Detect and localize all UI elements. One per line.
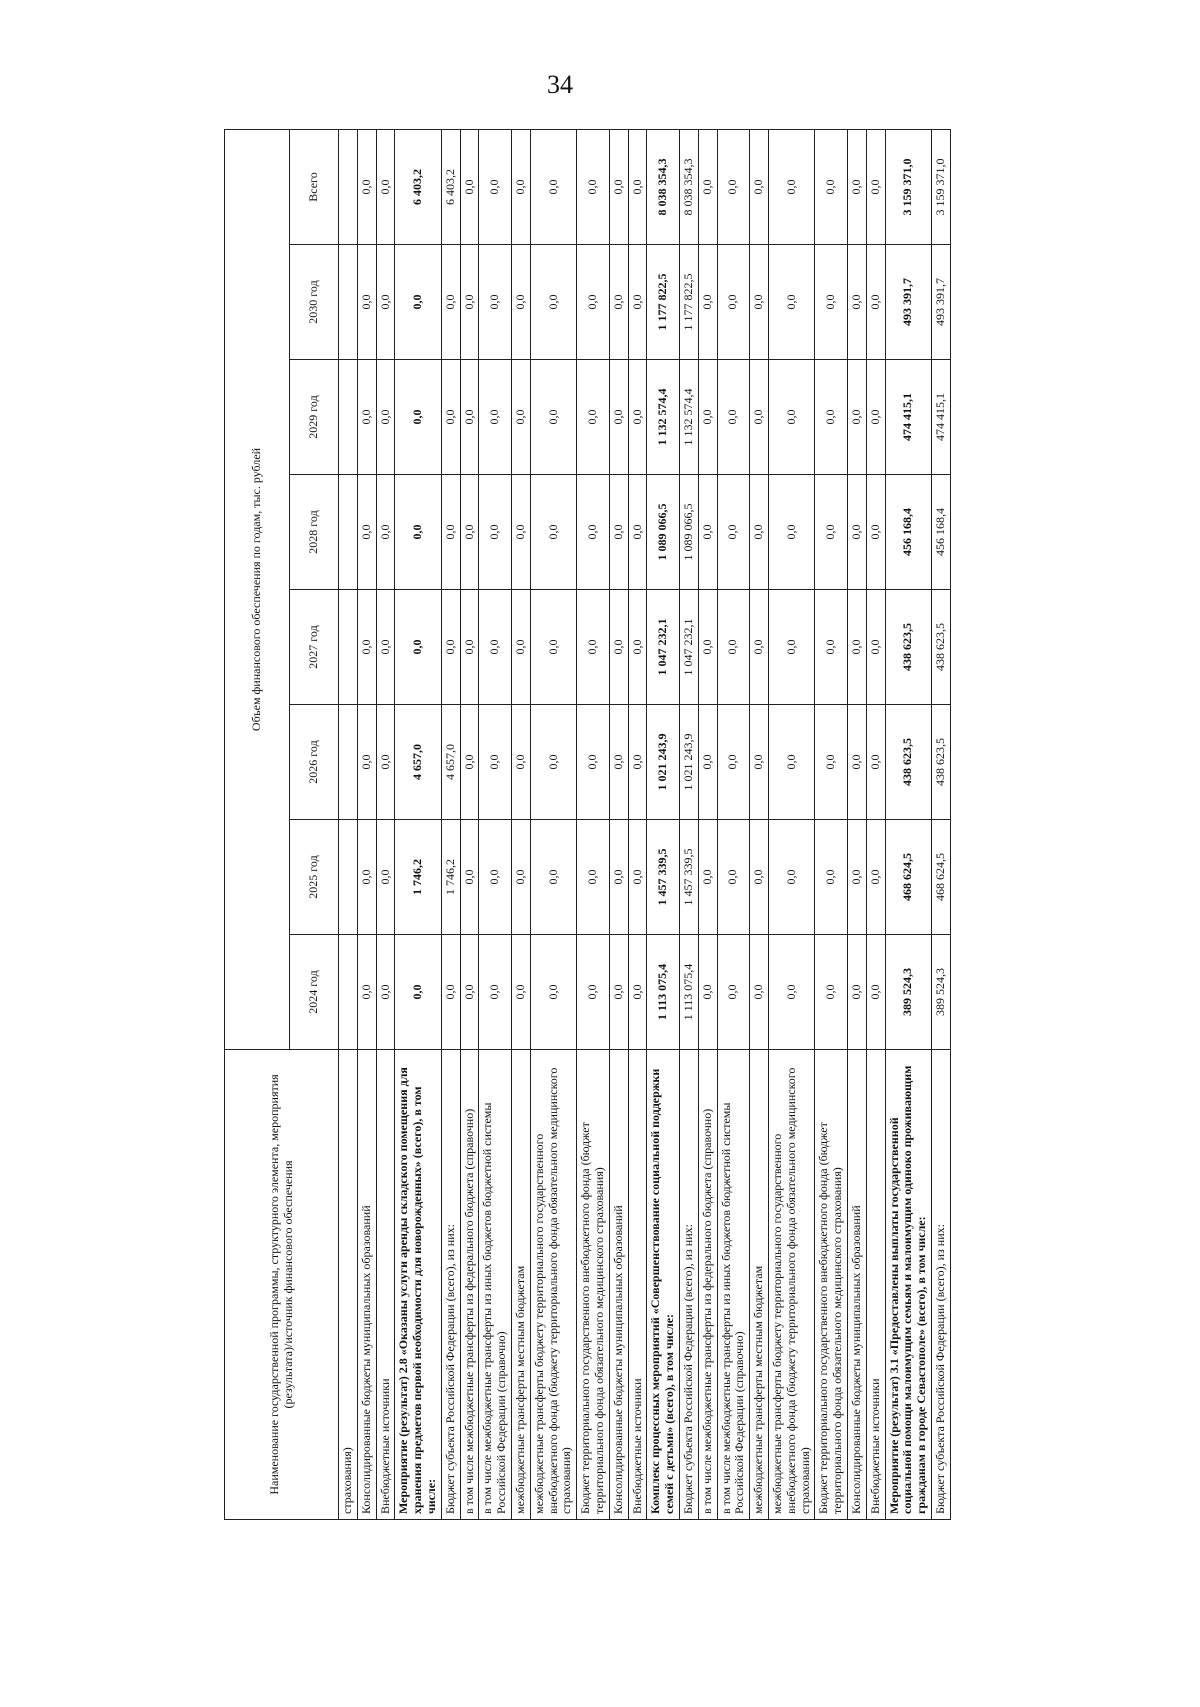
value-cell: 0,0	[750, 590, 769, 705]
table-row	[698, 129, 717, 1519]
value-cell: 0,0	[357, 129, 376, 244]
value-cell: 0,0	[866, 705, 885, 820]
value-cell: 0,0	[847, 245, 866, 360]
value-cell: 0,0	[628, 245, 647, 360]
page-number: 34	[547, 70, 573, 99]
value-cell: 1 457 339,5	[679, 820, 698, 935]
value-cell: 468 624,5	[885, 820, 931, 935]
value-cell: 0,0	[815, 820, 848, 935]
table-row	[647, 129, 680, 1519]
value-cell: 0,0	[698, 935, 717, 1050]
value-cell: 0,0	[815, 360, 848, 475]
value-cell: 0,0	[479, 935, 512, 1050]
value-cell: 0,0	[768, 475, 814, 590]
financing-table	[224, 129, 951, 1520]
value-cell: 0,0	[628, 705, 647, 820]
value-cell: 0,0	[479, 475, 512, 590]
year-header: 2027 год	[290, 590, 339, 705]
value-cell: 1 089 066,5	[647, 475, 680, 590]
value-cell: 0,0	[479, 590, 512, 705]
value-cell	[339, 129, 358, 244]
value-cell: 0,0	[750, 705, 769, 820]
value-cell: 474 415,1	[885, 360, 931, 475]
value-cell: 0,0	[441, 360, 460, 475]
value-cell: 0,0	[357, 360, 376, 475]
value-cell: 0,0	[511, 245, 530, 360]
value-cell	[339, 935, 358, 1050]
value-cell: 0,0	[698, 705, 717, 820]
value-cell: 0,0	[717, 820, 750, 935]
value-cell: 0,0	[357, 820, 376, 935]
value-cell: 0,0	[395, 245, 441, 360]
rotated-table-container	[224, 130, 1094, 1520]
value-cell: 0,0	[866, 129, 885, 244]
value-cell: 0,0	[866, 360, 885, 475]
row-label: Бюджет субъекта Российской Федерации (всего), из них:	[931, 1050, 950, 1520]
value-cell: 0,0	[376, 360, 395, 475]
value-cell	[339, 360, 358, 475]
value-cell: 0,0	[847, 705, 866, 820]
value-cell: 438 623,5	[931, 590, 950, 705]
value-cell: 0,0	[628, 820, 647, 935]
value-cell: 0,0	[815, 475, 848, 590]
value-cell: 0,0	[717, 935, 750, 1050]
value-cell: 0,0	[530, 705, 576, 820]
value-cell: 0,0	[376, 475, 395, 590]
value-cell: 0,0	[530, 475, 576, 590]
value-cell: 0,0	[479, 245, 512, 360]
row-label: Бюджет территориального государственного внебюджетного фонда (бюджет территориального фонда обязательного медицинского страхования)	[815, 1050, 848, 1520]
table-row	[530, 129, 576, 1519]
value-cell	[339, 705, 358, 820]
row-label: Мероприятие (результат) 3.1 «Предоставлены выплаты государственной социальной помощи малоимущим семьям и малоимущим одиноко проживающим гражданам в городе Севастополе» (всего), в том числе:	[885, 1050, 931, 1520]
value-cell: 0,0	[698, 360, 717, 475]
row-label: межбюджетные трансферты бюджету территориального государственного внебюджетного фонда (бюджету территориального фонда обязательного медицинского страхования)	[768, 1050, 814, 1520]
value-cell: 0,0	[376, 935, 395, 1050]
value-cell: 0,0	[577, 705, 610, 820]
value-cell: 0,0	[768, 245, 814, 360]
value-cell: 0,0	[395, 935, 441, 1050]
value-cell: 0,0	[511, 820, 530, 935]
value-cell: 0,0	[511, 935, 530, 1050]
value-cell: 0,0	[866, 245, 885, 360]
value-cell: 0,0	[717, 129, 750, 244]
year-header: 2024 год	[290, 935, 339, 1050]
financing-group-header: Объем финансового обеспечения по годам, тыс. рублей	[225, 129, 290, 1049]
value-cell: 0,0	[577, 360, 610, 475]
row-label: страхования)	[339, 1050, 358, 1520]
value-cell: 0,0	[609, 820, 628, 935]
value-cell: 0,0	[577, 590, 610, 705]
value-cell: 0,0	[530, 820, 576, 935]
value-cell: 0,0	[847, 475, 866, 590]
value-cell: 6 403,2	[395, 129, 441, 244]
value-cell: 0,0	[460, 590, 479, 705]
value-cell: 0,0	[530, 245, 576, 360]
value-cell: 389 524,3	[931, 935, 950, 1050]
table-row	[768, 129, 814, 1519]
value-cell: 0,0	[395, 360, 441, 475]
table-row	[750, 129, 769, 1519]
value-cell: 0,0	[847, 129, 866, 244]
table-row	[866, 129, 885, 1519]
value-cell: 0,0	[768, 935, 814, 1050]
value-cell: 0,0	[441, 475, 460, 590]
value-cell: 0,0	[609, 590, 628, 705]
value-cell: 1 177 822,5	[679, 245, 698, 360]
row-label: Консолидированные бюджеты муниципальных образований	[847, 1050, 866, 1520]
value-cell: 0,0	[511, 360, 530, 475]
value-cell: 0,0	[628, 360, 647, 475]
value-cell: 0,0	[628, 129, 647, 244]
row-label: Бюджет территориального государственного внебюджетного фонда (бюджет территориального фонда обязательного медицинского страхования)	[577, 1050, 610, 1520]
value-cell: 1 113 075,4	[679, 935, 698, 1050]
value-cell: 0,0	[460, 360, 479, 475]
value-cell: 0,0	[750, 360, 769, 475]
row-label: межбюджетные трансферты местным бюджетам	[511, 1050, 530, 1520]
value-cell: 438 623,5	[931, 705, 950, 820]
value-cell: 1 746,2	[395, 820, 441, 935]
value-cell: 474 415,1	[931, 360, 950, 475]
value-cell: 0,0	[847, 360, 866, 475]
row-label: в том числе межбюджетные трансферты из иных бюджетов бюджетной системы Российской Федерации (справочно)	[717, 1050, 750, 1520]
value-cell: 0,0	[530, 590, 576, 705]
value-cell: 389 524,3	[885, 935, 931, 1050]
table-row	[479, 129, 512, 1519]
value-cell: 0,0	[768, 590, 814, 705]
value-cell: 0,0	[866, 475, 885, 590]
value-cell: 456 168,4	[885, 475, 931, 590]
value-cell: 0,0	[815, 245, 848, 360]
value-cell: 8 038 354,3	[679, 129, 698, 244]
value-cell: 0,0	[717, 475, 750, 590]
row-label: Бюджет субъекта Российской Федерации (всего), из них:	[679, 1050, 698, 1520]
value-cell: 0,0	[441, 245, 460, 360]
table-body	[339, 129, 951, 1519]
value-cell: 438 623,5	[885, 705, 931, 820]
value-cell: 4 657,0	[395, 705, 441, 820]
value-cell: 0,0	[750, 129, 769, 244]
value-cell: 1 113 075,4	[647, 935, 680, 1050]
value-cell: 0,0	[577, 129, 610, 244]
value-cell: 0,0	[866, 820, 885, 935]
value-cell: 0,0	[460, 820, 479, 935]
value-cell: 1 047 232,1	[647, 590, 680, 705]
value-cell: 0,0	[511, 705, 530, 820]
value-cell: 0,0	[698, 590, 717, 705]
row-label: межбюджетные трансферты местным бюджетам	[750, 1050, 769, 1520]
value-cell: 0,0	[376, 245, 395, 360]
value-cell: 0,0	[847, 590, 866, 705]
value-cell: 1 132 574,4	[679, 360, 698, 475]
value-cell: 0,0	[609, 705, 628, 820]
year-header: 2028 год	[290, 475, 339, 590]
value-cell: 0,0	[717, 705, 750, 820]
value-cell: 0,0	[479, 129, 512, 244]
value-cell: 1 746,2	[441, 820, 460, 935]
value-cell: 0,0	[376, 705, 395, 820]
value-cell: 0,0	[609, 935, 628, 1050]
value-cell: 438 623,5	[885, 590, 931, 705]
table-row	[628, 129, 647, 1519]
value-cell: 1 089 066,5	[679, 475, 698, 590]
value-cell: 0,0	[847, 820, 866, 935]
value-cell: 0,0	[441, 590, 460, 705]
value-cell: 0,0	[698, 245, 717, 360]
value-cell: 0,0	[479, 820, 512, 935]
value-cell: 0,0	[357, 245, 376, 360]
value-cell: 0,0	[628, 590, 647, 705]
table-row	[847, 129, 866, 1519]
table-row	[815, 129, 848, 1519]
row-label: в том числе межбюджетные трансферты из иных бюджетов бюджетной системы Российской Федерации (справочно)	[479, 1050, 512, 1520]
table-row	[357, 129, 376, 1519]
value-cell: 0,0	[609, 360, 628, 475]
value-cell: 0,0	[698, 129, 717, 244]
value-cell: 1 457 339,5	[647, 820, 680, 935]
value-cell	[339, 820, 358, 935]
value-cell	[339, 245, 358, 360]
table-row	[376, 129, 395, 1519]
value-cell: 0,0	[357, 935, 376, 1050]
table-row	[395, 129, 441, 1519]
table-row	[679, 129, 698, 1519]
value-cell: 0,0	[815, 935, 848, 1050]
value-cell: 0,0	[609, 245, 628, 360]
value-cell: 0,0	[717, 590, 750, 705]
table-row	[339, 129, 358, 1519]
year-header: 2025 год	[290, 820, 339, 935]
table-row	[441, 129, 460, 1519]
value-cell: 0,0	[460, 475, 479, 590]
value-cell: 0,0	[768, 820, 814, 935]
value-cell: 0,0	[717, 245, 750, 360]
value-cell: 0,0	[577, 245, 610, 360]
value-cell: 0,0	[357, 475, 376, 590]
value-cell: 0,0	[357, 590, 376, 705]
value-cell: 0,0	[698, 820, 717, 935]
value-cell: 0,0	[628, 935, 647, 1050]
value-cell: 0,0	[395, 590, 441, 705]
value-cell: 0,0	[750, 935, 769, 1050]
table-row	[931, 129, 950, 1519]
row-label: Внебюджетные источники	[628, 1050, 647, 1520]
value-cell: 3 159 371,0	[931, 129, 950, 244]
year-header: 2030 год	[290, 245, 339, 360]
row-label: Консолидированные бюджеты муниципальных образований	[357, 1050, 376, 1520]
year-header: 2029 год	[290, 360, 339, 475]
value-cell: 0,0	[479, 360, 512, 475]
value-cell: 0,0	[577, 820, 610, 935]
value-cell: 0,0	[395, 475, 441, 590]
value-cell: 1 132 574,4	[647, 360, 680, 475]
value-cell: 0,0	[609, 129, 628, 244]
value-cell: 0,0	[460, 129, 479, 244]
value-cell: 493 391,7	[885, 245, 931, 360]
value-cell: 3 159 371,0	[885, 129, 931, 244]
value-cell: 1 047 232,1	[679, 590, 698, 705]
name-column-header: Наименование государственной программы, структурного элемента, мероприятия (результата)/источник финансового обеспечения	[225, 1050, 339, 1520]
value-cell: 4 657,0	[441, 705, 460, 820]
value-cell: 0,0	[768, 360, 814, 475]
table-row	[460, 129, 479, 1519]
value-cell: 0,0	[441, 935, 460, 1050]
value-cell: 493 391,7	[931, 245, 950, 360]
value-cell: 0,0	[511, 129, 530, 244]
table-row	[511, 129, 530, 1519]
table-row	[609, 129, 628, 1519]
table-row	[717, 129, 750, 1519]
value-cell: 0,0	[376, 129, 395, 244]
value-cell: 0,0	[357, 705, 376, 820]
value-cell: 0,0	[530, 935, 576, 1050]
row-label: Бюджет субъекта Российской Федерации (всего), из них:	[441, 1050, 460, 1520]
value-cell: 0,0	[717, 360, 750, 475]
row-label: Консолидированные бюджеты муниципальных образований	[609, 1050, 628, 1520]
value-cell: 8 038 354,3	[647, 129, 680, 244]
value-cell: 0,0	[815, 705, 848, 820]
value-cell: 1 177 822,5	[647, 245, 680, 360]
value-cell: 0,0	[460, 245, 479, 360]
value-cell: 1 021 243,9	[679, 705, 698, 820]
value-cell: 0,0	[750, 475, 769, 590]
row-label: в том числе межбюджетные трансферты из федерального бюджета (справочно)	[460, 1050, 479, 1520]
row-label: Внебюджетные источники	[866, 1050, 885, 1520]
value-cell: 0,0	[750, 820, 769, 935]
value-cell: 0,0	[479, 705, 512, 820]
value-cell: 0,0	[815, 590, 848, 705]
value-cell: 0,0	[628, 475, 647, 590]
value-cell: 0,0	[511, 590, 530, 705]
value-cell: 0,0	[530, 360, 576, 475]
value-cell	[339, 475, 358, 590]
value-cell: 0,0	[460, 935, 479, 1050]
value-cell: 0,0	[577, 935, 610, 1050]
value-cell	[339, 590, 358, 705]
row-label: межбюджетные трансферты бюджету территориального государственного внебюджетного фонда (бюджету территориального фонда обязательного медицинского страхования)	[530, 1050, 576, 1520]
value-cell: 0,0	[609, 475, 628, 590]
year-header: 2026 год	[290, 705, 339, 820]
value-cell: 0,0	[847, 935, 866, 1050]
value-cell: 468 624,5	[931, 820, 950, 935]
value-cell: 0,0	[750, 245, 769, 360]
value-cell: 0,0	[698, 475, 717, 590]
value-cell: 0,0	[376, 820, 395, 935]
value-cell: 1 021 243,9	[647, 705, 680, 820]
table-row	[577, 129, 610, 1519]
row-label: Внебюджетные источники	[376, 1050, 395, 1520]
value-cell: 0,0	[815, 129, 848, 244]
row-label: Комплекс процессных мероприятий «Совершенствование социальной поддержки семей с детьми» (всего), в том числе:	[647, 1050, 680, 1520]
table-row	[885, 129, 931, 1519]
value-cell: 6 403,2	[441, 129, 460, 244]
value-cell: 0,0	[511, 475, 530, 590]
year-header: Всего	[290, 129, 339, 244]
row-label: в том числе межбюджетные трансферты из федерального бюджета (справочно)	[698, 1050, 717, 1520]
value-cell: 456 168,4	[931, 475, 950, 590]
value-cell: 0,0	[768, 705, 814, 820]
value-cell: 0,0	[530, 129, 576, 244]
value-cell: 0,0	[376, 590, 395, 705]
value-cell: 0,0	[768, 129, 814, 244]
value-cell: 0,0	[460, 705, 479, 820]
row-label: Мероприятие (результат) 2.8 «Оказаны услуги аренды складского помещения для хранения предметов первой необходимости для новорожденных» (всего), в том числе:	[395, 1050, 441, 1520]
value-cell: 0,0	[577, 475, 610, 590]
value-cell: 0,0	[866, 590, 885, 705]
value-cell: 0,0	[866, 935, 885, 1050]
